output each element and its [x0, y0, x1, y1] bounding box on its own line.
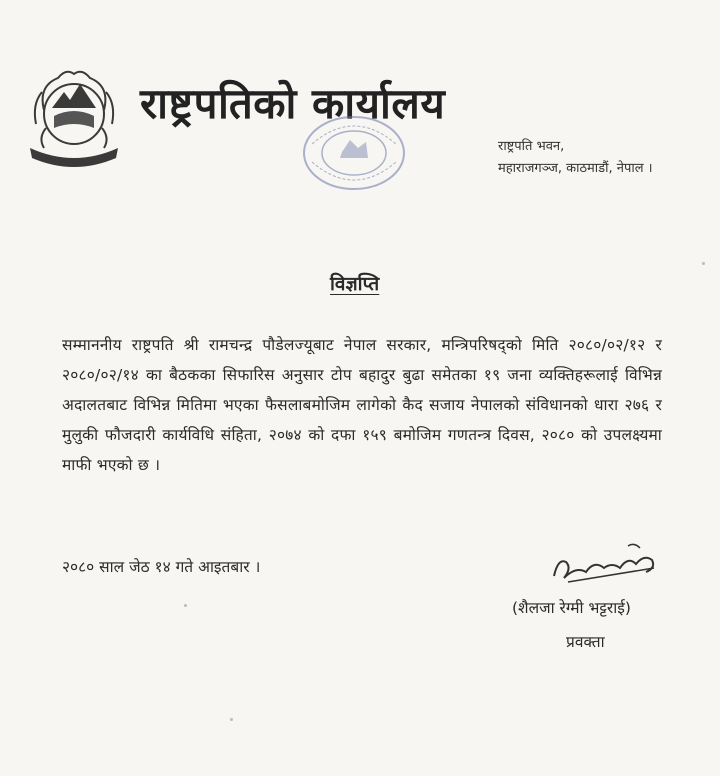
paper-speck	[702, 262, 705, 265]
office-round-stamp	[298, 112, 410, 194]
paper-speck	[184, 604, 187, 607]
notice-body: सम्माननीय राष्ट्रपति श्री रामचन्द्र पौडेलज्यूबाट नेपाल सरकार, मन्त्रिपरिषद्को मिति २०८०/०२/१२ र २०८०/०२/१४ का बैठकका सिफारिस अनुसार टोप बहादुर बुढा समेतका १९ जना व्यक्तिहरूलाई विभिन्न अदालतबाट विभिन्न मितिमा भएका फैसलाबमोजिम लागेको कैद सजाय नेपालको संविधानको धारा २७६ र मुलुकी फौजदारी कार्यविधि संहिता, २०७४ को दफा १५९ बमोजिम गणतन्त्र दिवस, २०८० को उपलक्ष्यमा माफी भएको छ ।	[62, 336, 662, 474]
address-line-1: राष्ट्रपति भवन,	[498, 139, 565, 154]
office-address	[498, 136, 653, 180]
paper-speck	[230, 718, 233, 721]
nepal-emblem-icon	[18, 64, 130, 172]
signer-role: प्रवक्ता	[566, 633, 605, 651]
notice-heading: विज्ञप्ति	[330, 273, 380, 295]
notice-date: २०८० साल जेठ १४ गते आइतबार ।	[62, 558, 261, 576]
signer-name: (शैलजा रेग्मी भट्टराई)	[512, 599, 631, 617]
address-line-2: महाराजगञ्ज, काठमाडौं, नेपाल ।	[498, 161, 653, 176]
office-title: राष्ट्रपतिको कार्यालय	[140, 79, 446, 128]
handwritten-signature	[548, 538, 666, 588]
